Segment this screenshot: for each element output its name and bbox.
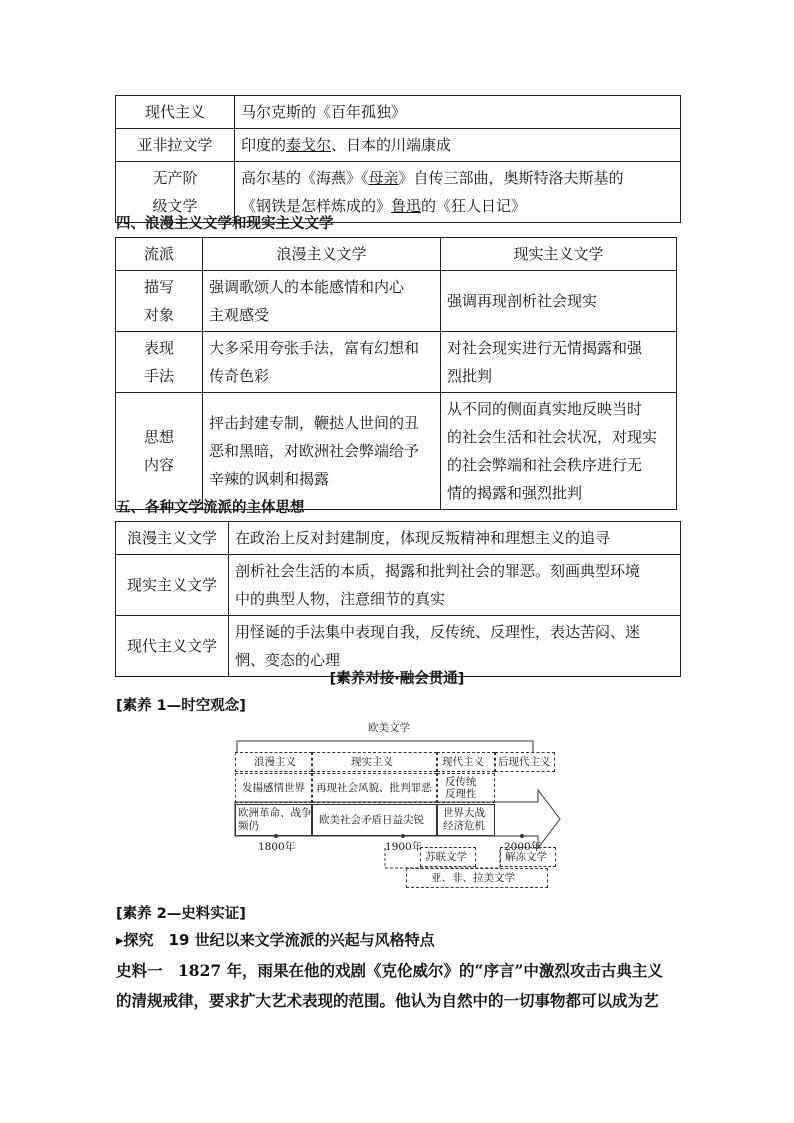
link-luxun: 鲁迅: [391, 197, 422, 215]
text: 用怪诞的手法集中表现自我，反传统、反理性，表达苦闷、迷: [235, 623, 641, 641]
literacy-1-heading: [素养 1—时空观念]: [116, 698, 246, 714]
period-label: 现代主义: [442, 756, 484, 768]
table-row: [116, 271, 677, 332]
background-label: 频仍: [238, 820, 259, 832]
table-main-ideas: [115, 521, 681, 677]
background-label: 经济危机: [443, 820, 485, 832]
text: 烈批判: [447, 367, 493, 385]
soviet-literature: [420, 847, 476, 867]
row-label: [116, 393, 203, 510]
row-label: [116, 271, 203, 332]
period-modernist: [437, 752, 495, 772]
text: 的《狂人日记》: [421, 197, 527, 215]
period-realist: [312, 752, 437, 772]
label-line: 无产阶: [152, 169, 198, 187]
feature-modernist: [437, 773, 495, 803]
row-content: 马尔克斯的《百年孤独》: [235, 96, 681, 129]
explore-heading: ▸探究 19 世纪以来文学流派的兴起与风格特点: [116, 931, 435, 949]
label-line: 思想: [143, 428, 174, 446]
year-1800: 1800年: [258, 841, 296, 853]
thaw-label: 解冻文学: [505, 851, 547, 863]
feature-realist: [312, 773, 437, 803]
text: 在政治上反对封建制度，体现反叛精神和理想主义的追寻: [235, 529, 611, 547]
label-line: 描写: [143, 278, 174, 296]
paragraph-line: 史料一 1827 年，雨果在他的戏剧《克伦威尔》的“序言”中激烈攻击古典主义: [116, 961, 663, 980]
timeline-diagram: [230, 720, 566, 890]
feature-romantic: [235, 773, 312, 803]
thaw-literature: [500, 847, 556, 867]
soviet-label: 苏联文学: [425, 851, 467, 863]
section-heading-4: 四、浪漫主义文学和现实主义文学: [116, 216, 334, 232]
romantic-cell: [203, 393, 441, 510]
link-tagore: 泰戈尔: [286, 136, 332, 154]
period-romantic: [235, 752, 312, 772]
header-cell: 浪漫主义文学: [203, 238, 441, 271]
table-header-row: [116, 238, 677, 271]
literacy-2-heading: [素养 2—史料实证]: [116, 906, 246, 922]
label-line: 对象: [143, 306, 174, 324]
feature-label: 反理性: [445, 788, 477, 800]
table-row: [116, 393, 677, 510]
text: 主观感受: [209, 306, 270, 324]
background-realist: [312, 804, 437, 836]
text: 》自传三部曲，奥斯特洛夫斯基的: [398, 169, 624, 187]
feature-label: 发揚感情世界: [242, 782, 305, 794]
text: 恶和黑暗，对欧洲社会弊端给予: [209, 442, 420, 460]
afro-asian-literature: [406, 868, 548, 888]
row-content: [235, 129, 681, 162]
label-line: 表现: [143, 339, 174, 357]
row-label: 浪漫主义文学: [116, 522, 229, 555]
section-heading-5: 五、各种文学流派的主体思想: [116, 500, 305, 516]
link-mother: 母亲: [368, 169, 399, 187]
romantic-cell: [203, 271, 441, 332]
row-label: 现代主义: [116, 96, 235, 129]
romantic-cell: [203, 332, 441, 393]
background-label: 欧洲革命、战争: [238, 807, 312, 819]
text: 辛辣的讽刺和揭露: [209, 470, 330, 488]
table-row: [116, 555, 681, 616]
year-2000: 2000年: [504, 841, 542, 853]
row-label: [116, 332, 203, 393]
source-paragraph: [116, 956, 682, 1016]
text: 大多采用夸张手法，富有幻想和: [209, 339, 420, 357]
text: 从不同的侧面真实地反映当时: [447, 400, 643, 418]
row-label: 现实主义文学: [116, 555, 229, 616]
table-row: [116, 522, 681, 555]
text: 强调再现剖析社会现实: [447, 292, 598, 310]
feature-label: 反传统: [445, 776, 477, 788]
text: 的社会弊端和社会秩序进行无: [447, 456, 643, 474]
text: 高尔基的《海燕》《: [241, 169, 369, 187]
row-content: [229, 555, 681, 616]
text: 惘、变态的心理: [235, 651, 341, 669]
text: 抨击封建专制，鞭挞人世间的丑: [209, 414, 420, 432]
period-postmodern: [495, 752, 555, 772]
period-label: 后现代主义: [498, 756, 551, 768]
banner-heading: [素养对接·融会贯通]: [329, 671, 465, 687]
row-label: 亚非拉文学: [116, 129, 235, 162]
text: 中的典型人物，注意细节的真实: [235, 590, 446, 608]
timeline-top-label: 欧美文学: [368, 722, 410, 734]
row-label: 现代主义文学: [116, 616, 229, 677]
background-modernist: [437, 804, 495, 836]
table-row: [116, 96, 681, 129]
feature-label: 再现社会风貌、批判罪恶: [316, 782, 432, 794]
table-romantic-vs-realist: [115, 237, 677, 510]
label-line: 级文学: [152, 197, 198, 215]
label-line: 内容: [143, 456, 174, 474]
text: 传奇色彩: [209, 367, 270, 385]
table-row: [116, 332, 677, 393]
text: 对社会现实进行无情揭露和强: [447, 339, 643, 357]
text: 印度的: [241, 136, 287, 154]
text: 、日本的川端康成: [331, 136, 452, 154]
table-genres-top: [115, 95, 681, 223]
background-romantic: [235, 804, 312, 836]
text: 的社会生活和社会状况，对现实: [447, 428, 658, 446]
realist-cell: [441, 332, 677, 393]
afro-asian-label: 亚、非、拉美文学: [431, 872, 515, 884]
text: 剖析社会生活的本质，揭露和批判社会的罪恶。刻画典型环境: [235, 562, 641, 580]
period-label: 现实主义: [351, 756, 393, 768]
text: 强调歌颂人的本能感情和内心: [209, 278, 405, 296]
header-cell: 现实主义文学: [441, 238, 677, 271]
background-label: 世界大战: [443, 807, 485, 819]
background-label: 欧美社会矛盾日益尖锐: [319, 814, 424, 826]
paragraph-line: 的清规戒律，要求扩大艺术表现的范围。他认为自然中的一切事物都可以成为艺: [116, 991, 659, 1010]
row-content: [229, 522, 681, 555]
table-row: [116, 129, 681, 162]
year-1900: 1900年: [385, 841, 423, 853]
header-cell: 流派: [116, 238, 203, 271]
text: 情的揭露和强烈批判: [447, 484, 583, 502]
label-line: 手法: [143, 367, 174, 385]
realist-cell: [441, 271, 677, 332]
text: 《钢铁是怎样炼成的》: [241, 197, 392, 215]
period-label: 浪漫主义: [254, 756, 296, 768]
realist-cell: [441, 393, 677, 510]
